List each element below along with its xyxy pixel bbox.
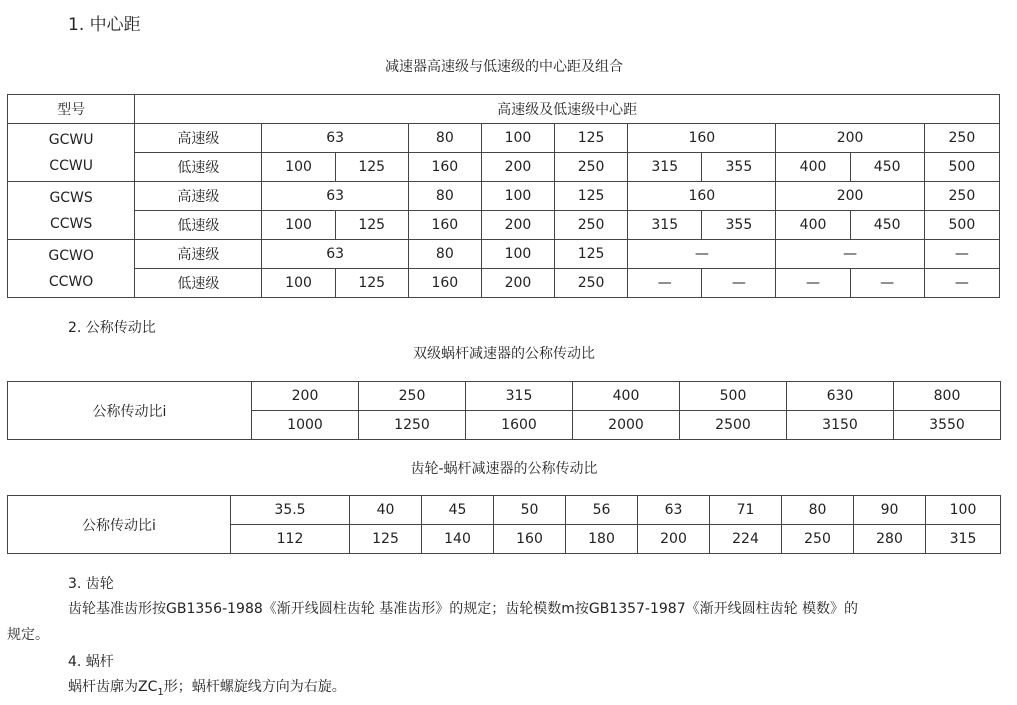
section4-text-after: 形；蜗杆螺旋线方向为右旋。: [163, 679, 346, 695]
ls-value: 100: [262, 211, 335, 240]
hs-value: 250: [924, 182, 999, 211]
hs-value: 63: [262, 182, 408, 211]
ls-value: —: [850, 269, 924, 298]
ratio-value: 45: [422, 496, 494, 525]
ls-value: 450: [850, 153, 924, 182]
ls-value: 400: [776, 211, 850, 240]
ratio-value: 112: [231, 525, 350, 554]
model-cell: [8, 124, 135, 182]
ls-value: 200: [481, 269, 554, 298]
section1-heading: 1. 中心距: [68, 15, 141, 35]
ls-value: 250: [555, 269, 628, 298]
ratio-value: 71: [710, 496, 782, 525]
ls-value: 200: [481, 153, 554, 182]
table2-caption: 双级蜗杆减速器的公称传动比: [413, 346, 595, 362]
model-cell: [8, 182, 135, 240]
ls-value: 100: [262, 269, 335, 298]
hs-value: 200: [776, 182, 924, 211]
ls-value: 500: [924, 153, 999, 182]
ratio-label: 公称传动比i: [8, 496, 231, 554]
ratio-value: 250: [782, 525, 854, 554]
ratio-value: 3150: [787, 411, 894, 440]
ls-value: 250: [555, 211, 628, 240]
ls-value: 400: [776, 153, 850, 182]
ratio-label: 公称传动比i: [8, 382, 252, 440]
section4-text-before: 蜗杆齿廓为ZC: [68, 679, 158, 695]
ratio-value: 2500: [680, 411, 787, 440]
ls-value: 160: [408, 269, 481, 298]
ls-value: 500: [924, 211, 999, 240]
ratio-value: 63: [638, 496, 710, 525]
ratio-value: 224: [710, 525, 782, 554]
stage-label: 低速级: [135, 269, 262, 298]
ratio-value: 50: [494, 496, 566, 525]
ratio-value: 315: [466, 382, 573, 411]
ratio-value: 250: [359, 382, 466, 411]
ls-value: 355: [702, 211, 776, 240]
gear-worm-ratio-table: [7, 495, 1001, 554]
ratio-value: 140: [422, 525, 494, 554]
section4-text: [68, 676, 346, 698]
ratio-value: 80: [782, 496, 854, 525]
ratio-value: 1000: [252, 411, 359, 440]
stage-label: 低速级: [135, 211, 262, 240]
hs-value: 100: [481, 240, 554, 269]
ls-value: 125: [335, 211, 408, 240]
hs-value: 125: [555, 240, 628, 269]
hs-value: 125: [555, 182, 628, 211]
ratio-value: 200: [252, 382, 359, 411]
hs-value: 63: [262, 240, 408, 269]
ls-value: —: [924, 269, 999, 298]
ratio-value: 800: [894, 382, 1001, 411]
stage-label: 低速级: [135, 153, 262, 182]
hs-value: 160: [628, 124, 776, 153]
ls-value: 450: [850, 211, 924, 240]
hs-value: 63: [262, 124, 408, 153]
ratio-value: 500: [680, 382, 787, 411]
ratio-value: 35.5: [231, 496, 350, 525]
hs-value: 80: [408, 240, 481, 269]
ratio-value: 160: [494, 525, 566, 554]
section3-text-line1: 齿轮基准齿形按GB1356-1988《渐开线圆柱齿轮 基准齿形》的规定；齿轮模数m按GB1357-1987《渐开线圆柱齿轮 模数》的: [68, 601, 859, 617]
model-code: CCWO: [48, 273, 94, 290]
section4-text-sub: 1: [157, 686, 164, 698]
table1-caption: 减速器高速级与低速级的中心距及组合: [385, 59, 623, 75]
ls-value: 125: [335, 269, 408, 298]
section4-heading: 4. 蜗杆: [68, 654, 114, 670]
stage-label: 高速级: [135, 182, 262, 211]
ls-value: 160: [408, 211, 481, 240]
hs-value: 250: [924, 124, 999, 153]
ratio-value: 3550: [894, 411, 1001, 440]
ratio-value: 90: [854, 496, 926, 525]
table3-caption: 齿轮-蜗杆减速器的公称传动比: [410, 461, 598, 477]
model-code: GCWU: [48, 131, 94, 148]
ls-value: —: [628, 269, 702, 298]
model-cell: [8, 240, 135, 298]
section3-heading: 3. 齿轮: [68, 576, 114, 592]
ratio-value: 40: [350, 496, 422, 525]
ratio-value: 2000: [573, 411, 680, 440]
hs-value: 80: [408, 182, 481, 211]
model-code: GCWO: [48, 247, 94, 264]
hs-value: 80: [408, 124, 481, 153]
stage-label: 高速级: [135, 124, 262, 153]
model-code: GCWS: [49, 189, 93, 206]
ratio-value: 400: [573, 382, 680, 411]
ls-value: 315: [628, 211, 702, 240]
section2-heading: 2. 公称传动比: [68, 320, 156, 336]
hs-value: 200: [776, 124, 924, 153]
ls-value: 315: [628, 153, 702, 182]
section3-text-line2: 规定。: [7, 627, 49, 643]
hs-value: 125: [555, 124, 628, 153]
ratio-value: 280: [854, 525, 926, 554]
hs-value: 100: [481, 182, 554, 211]
ratio-value: 1250: [359, 411, 466, 440]
hs-value: 100: [481, 124, 554, 153]
ls-value: —: [702, 269, 776, 298]
double-worm-ratio-table: [7, 381, 1001, 440]
ratio-value: 1600: [466, 411, 573, 440]
model-code: CCWU: [49, 157, 93, 174]
ls-value: 355: [702, 153, 776, 182]
ratio-value: 100: [926, 496, 1001, 525]
ratio-value: 630: [787, 382, 894, 411]
ratio-value: 200: [638, 525, 710, 554]
header-group: 高速级及低速级中心距: [135, 95, 1000, 124]
ls-value: 200: [481, 211, 554, 240]
hs-value: —: [924, 240, 999, 269]
ls-value: —: [776, 269, 850, 298]
ratio-value: 315: [926, 525, 1001, 554]
ratio-value: 56: [566, 496, 638, 525]
header-model: 型号: [8, 95, 135, 124]
hs-value: 160: [628, 182, 776, 211]
hs-value: —: [628, 240, 776, 269]
ls-value: 160: [408, 153, 481, 182]
ratio-value: 180: [566, 525, 638, 554]
model-code: CCWS: [49, 215, 93, 232]
ls-value: 250: [555, 153, 628, 182]
hs-value: —: [776, 240, 924, 269]
ls-value: 100: [262, 153, 335, 182]
ls-value: 125: [335, 153, 408, 182]
center-distance-table: [7, 94, 1000, 298]
stage-label: 高速级: [135, 240, 262, 269]
ratio-value: 125: [350, 525, 422, 554]
